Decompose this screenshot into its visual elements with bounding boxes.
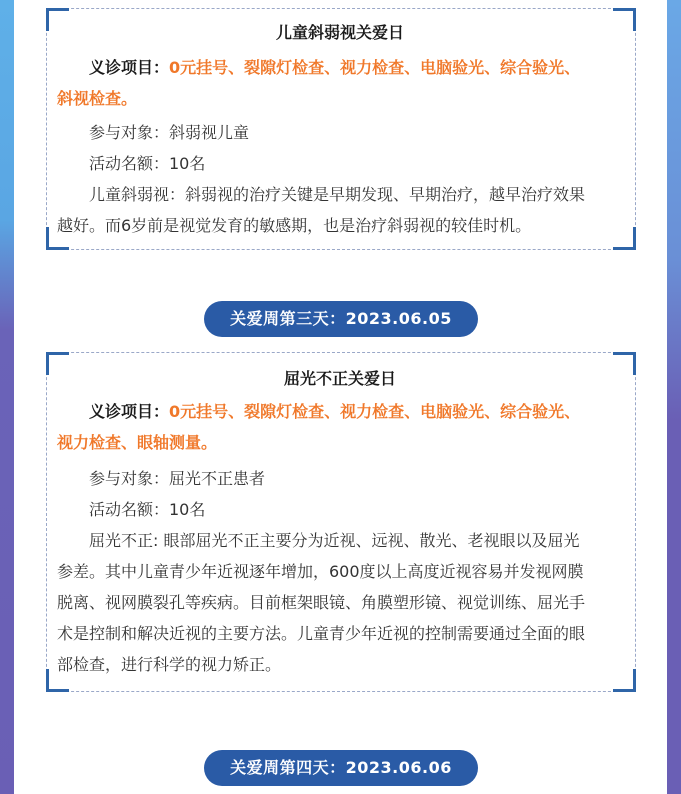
left-decorative-band <box>0 0 14 794</box>
card-title: 屈光不正关爱日 <box>283 369 396 388</box>
project-paragraph-cont <box>57 427 623 458</box>
day-pill-4: 关爱周第四天：2023.06.06 <box>204 750 478 786</box>
day-pill-3: 关爱周第三天：2023.06.05 <box>204 301 478 337</box>
quota: 活动名额：10名 <box>89 500 206 519</box>
project-paragraph <box>57 396 623 427</box>
description-line: 屈光不正: 眼部屈光不正主要分为近视、远视、散光、老视眼以及屈光 <box>89 531 580 550</box>
corner-decoration <box>613 352 636 375</box>
project-value-cont: 斜视检查。 <box>57 89 138 108</box>
corner-decoration <box>46 8 69 31</box>
project-label: 义诊项目： <box>89 402 170 421</box>
corner-decoration <box>46 352 69 375</box>
quota: 活动名额：10名 <box>89 154 206 173</box>
description-line: 术是控制和解决近视的主要方法。儿童青少年近视的控制需要通过全面的眼 <box>57 624 586 643</box>
right-decorative-band <box>667 0 681 794</box>
event-card-strabismus <box>46 8 636 250</box>
project-label: 义诊项目： <box>89 58 170 77</box>
description-line: 参差。其中儿童青少年近视逐年增加，600度以上高度近视容易并发视网膜 <box>57 562 584 581</box>
project-value: 0元挂号、裂隙灯检查、视力检查、电脑验光、综合验光、 <box>169 58 581 77</box>
corner-decoration <box>46 669 69 692</box>
participants: 参与对象：屈光不正患者 <box>89 469 266 488</box>
project-paragraph <box>57 52 623 83</box>
corner-decoration <box>613 8 636 31</box>
description-line: 脱离、视网膜裂孔等疾病。目前框架眼镜、角膜塑形镜、视觉训练、屈光手 <box>57 593 586 612</box>
description-line: 部检查，进行科学的视力矫正。 <box>57 655 282 674</box>
participants: 参与对象：斜弱视儿童 <box>89 123 250 142</box>
description-line: 越好。而6岁前是视觉发育的敏感期，也是治疗斜弱视的较佳时机。 <box>57 216 532 235</box>
description-line: 儿童斜弱视：斜弱视的治疗关键是早期发现、早期治疗，越早治疗效果 <box>89 185 586 204</box>
event-card-refractive <box>46 352 636 692</box>
project-value: 0元挂号、裂隙灯检查、视力检查、电脑验光、综合验光、 <box>169 402 581 421</box>
project-value-cont: 视力检查、眼轴测量。 <box>57 433 218 452</box>
project-paragraph-cont <box>57 83 623 114</box>
corner-decoration <box>613 227 636 250</box>
corner-decoration <box>46 227 69 250</box>
corner-decoration <box>613 669 636 692</box>
card-title: 儿童斜弱视关爱日 <box>275 23 404 42</box>
